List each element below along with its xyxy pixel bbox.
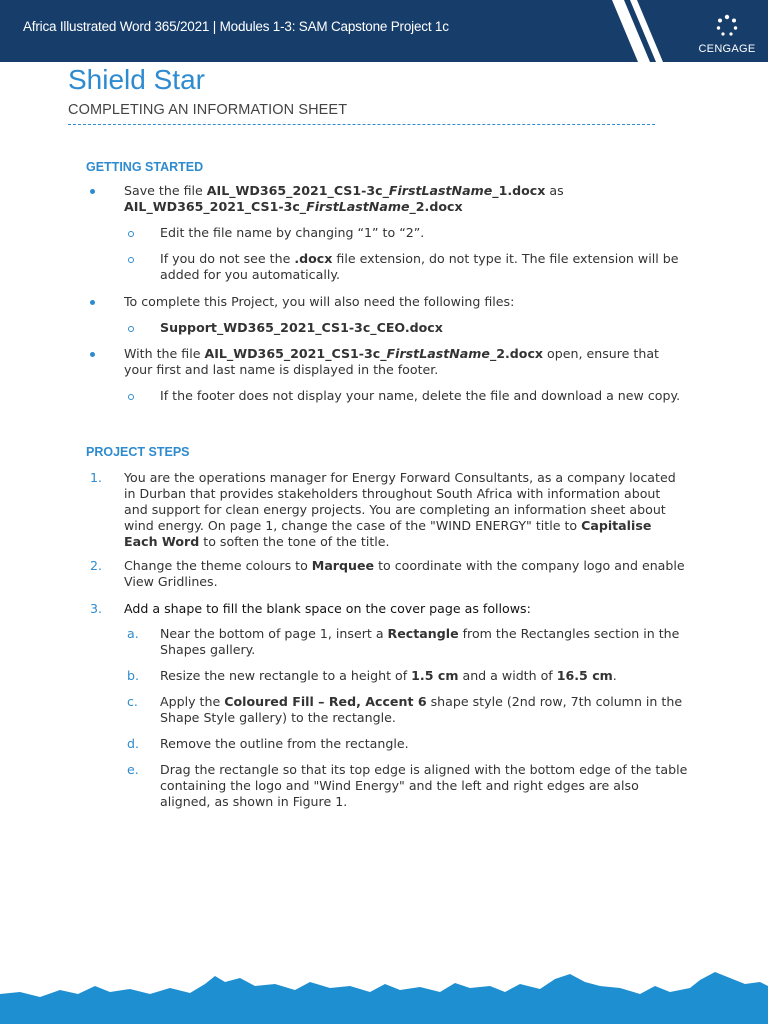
getting-started-heading: GETTING STARTED	[86, 160, 204, 174]
bullet-marker	[90, 189, 95, 194]
page-title: Shield Star	[68, 64, 205, 95]
sub-bullet-extension: If you do not see the .docx file extension, do not type it. The file extension will be added for you automatically.	[160, 251, 679, 282]
substep-marker: c.	[127, 694, 138, 709]
step-3e: Drag the rectangle so that its top edge is aligned with the bottom edge of the table containing the logo and "Wind Energy" and the left and right edges are also aligned, as shown in Figure 1.	[160, 762, 688, 809]
step-3: Add a shape to fill the blank space on the cover page as follows:	[124, 601, 531, 616]
footer-landscape	[0, 964, 768, 1024]
step-3c: Apply the Coloured Fill – Red, Accent 6 shape style (2nd row, 7th column in the Shape Style gallery) to the rectangle.	[160, 694, 683, 725]
step-number: 3.	[90, 601, 103, 616]
step-3d: Remove the outline from the rectangle.	[160, 736, 409, 751]
substep-marker: b.	[127, 668, 139, 683]
sub-bullet-marker	[128, 257, 134, 263]
bullet-marker	[90, 300, 95, 305]
subtitle-divider	[68, 124, 655, 125]
step-2: Change the theme colours to Marquee to coordinate with the company logo and enable View Gridlines.	[124, 558, 685, 589]
bullet-need-files: To complete this Project, you will also need the following files:	[124, 294, 515, 309]
step-1: You are the operations manager for Energy Forward Consultants, as a company located in Durban that provides stakeholders throughout South Africa with information about and support for clean energy projects. You are completing an information sheet about wind energy. On page 1, change the case of the "WIND ENERGY" title to Capitalise Each Word to soften the tone of the title.	[124, 470, 676, 549]
bullet-marker	[90, 352, 95, 357]
step-3a: Near the bottom of page 1, insert a Rectangle from the Rectangles section in the Shapes gallery.	[160, 626, 680, 657]
bullet-with-file: With the file AIL_WD365_2021_CS1-3c_FirstLastName_2.docx open, ensure that your first and last name is displayed in the footer.	[124, 346, 659, 377]
project-steps-heading: PROJECT STEPS	[86, 445, 190, 459]
sub-bullet-footer: If the footer does not display your name, delete the file and download a new copy.	[160, 388, 681, 403]
header-course-title: Africa Illustrated Word 365/2021 | Modules 1-3: SAM Capstone Project 1c	[23, 19, 449, 34]
substep-marker: d.	[127, 736, 139, 751]
page-subtitle: COMPLETING AN INFORMATION SHEET	[68, 102, 348, 118]
step-number: 1.	[90, 470, 103, 485]
sub-bullet-support-file: Support_WD365_2021_CS1-3c_CEO.docx	[160, 320, 443, 335]
substep-marker: a.	[127, 626, 139, 641]
cengage-logo-icon	[715, 14, 739, 38]
step-number: 2.	[90, 558, 103, 573]
cengage-logo-text: CENGAGE	[698, 43, 756, 55]
substep-marker: e.	[127, 762, 139, 777]
header-bar	[0, 0, 768, 62]
bullet-save-file: Save the file AIL_WD365_2021_CS1-3c_FirstLastName_1.docx as AIL_WD365_2021_CS1-3c_FirstLastName_2.docx	[124, 183, 564, 214]
sub-bullet-marker	[128, 326, 134, 332]
step-3b: Resize the new rectangle to a height of 1.5 cm and a width of 16.5 cm.	[160, 668, 617, 683]
sub-bullet-marker	[128, 231, 134, 237]
sub-bullet-marker	[128, 394, 134, 400]
cengage-logo	[698, 14, 756, 55]
sub-bullet-edit-name: Edit the file name by changing “1” to “2”.	[160, 225, 425, 240]
